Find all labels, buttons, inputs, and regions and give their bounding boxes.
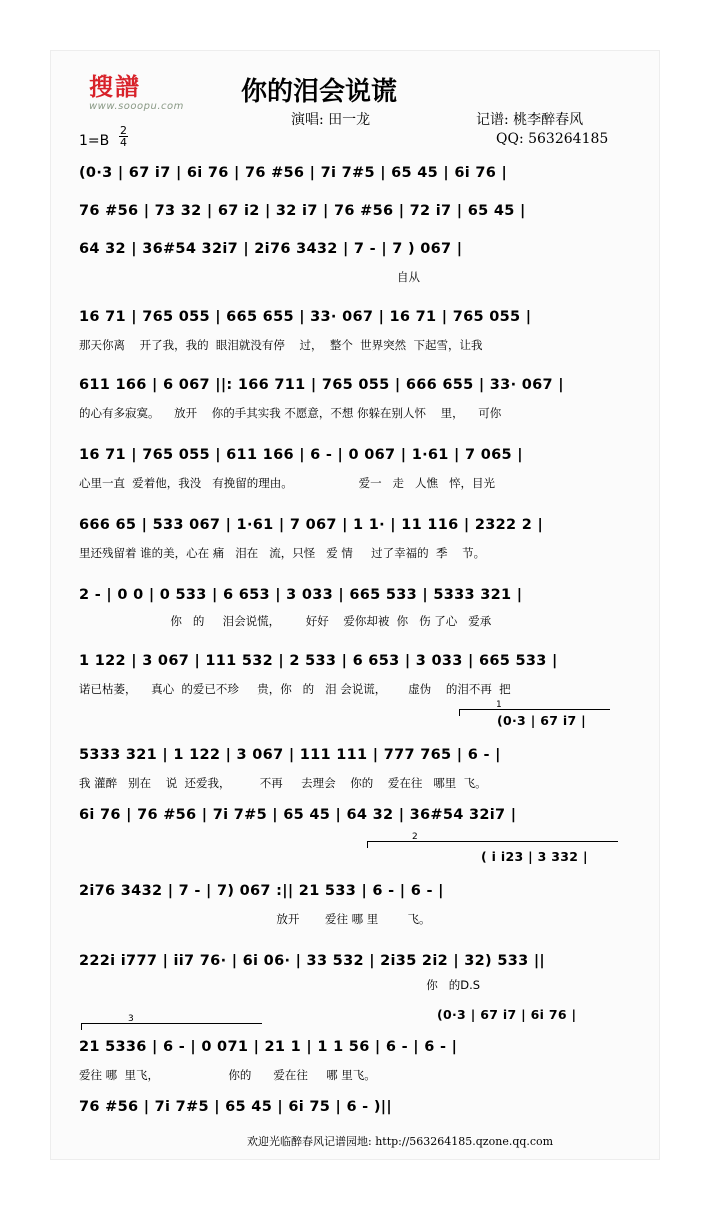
first-ending-number: 1 xyxy=(496,700,502,710)
notation-line-7: 666 65 | 533 067 | 1·61 | 7 067 | 1 1· | 11 116 | 2322 2 | xyxy=(79,517,544,533)
notation-line-13: ( i i23 | 3 332 | xyxy=(481,849,588,864)
footer-note: 欢迎光临醉春风记谱园地: http://563264185.qzone.qq.com xyxy=(247,1135,554,1148)
notation-line-2: 76 #56 | 73 32 | 67 i2 | 32 i7 | 76 #56 | 72 i7 | 65 45 | xyxy=(79,203,526,219)
triplet-number: 3 xyxy=(128,1014,134,1024)
lyric-line-5: 的心有多寂寞。 放开 你的手其实我 不愿意，不想 你躲在别人怀 里， 可你 xyxy=(79,406,502,420)
logo-name: 搜譜 xyxy=(89,72,141,101)
song-title: 你的泪会说谎 xyxy=(241,77,398,107)
notation-line-16: (0·3 | 67 i7 | 6i 76 | xyxy=(437,1007,577,1022)
notation-line-15: 222i i777 | ii7 76· | 6i 06· | 33 532 | 2i35 2i2 | 32) 533 || xyxy=(79,953,546,969)
notation-line-17: 21 5336 | 6 - | 0 071 | 21 1 | 1 1 56 | 6 - | 6 - | xyxy=(79,1039,458,1055)
notation-line-11: 5333 321 | 1 122 | 3 067 | 111 111 | 777 765 | 6 - | xyxy=(79,747,501,763)
lyric-line-14: 放开 爱往 哪 里 飞。 xyxy=(79,912,431,926)
lyric-line-17: 爱往 哪 里飞， 你的 爱在往 哪 里飞。 xyxy=(79,1068,376,1082)
notation-line-10: (0·3 | 67 i7 | xyxy=(497,713,586,728)
key-signature: 1=B xyxy=(79,133,110,149)
notation-line-12: 6i 76 | 76 #56 | 7i 7#5 | 65 45 | 64 32 | 36#54 32i7 | xyxy=(79,807,517,823)
triplet-bracket xyxy=(81,1014,262,1030)
time-signature xyxy=(119,125,128,148)
site-logo xyxy=(89,69,209,119)
lyric-line-6: 心里一直 爱着他，我没 有挽留的理由。 爱一 走 人憔 悴，目光 xyxy=(79,476,495,490)
qq-number: QQ: 563264185 xyxy=(496,131,609,147)
lyric-line-4: 那天你离 开了我，我的 眼泪就没有停 过， 整个 世界突然 下起雪，让我 xyxy=(79,338,483,352)
notation-line-3: 64 32 | 36#54 32i7 | 2i76 3432 | 7 - | 7 ) 067 | xyxy=(79,241,463,257)
lyric-line-7: 里还残留着 谁的美，心在 痛 泪在 流，只怪 爱 情 过了幸福的 季 节。 xyxy=(79,546,486,560)
lyric-line-3: 自从 xyxy=(79,270,421,284)
lyric-line-8: 你 的 泪会说慌， 好好 爱你却被 你 伤 了心 爱承 xyxy=(79,614,492,628)
lyric-line-9: 诺已枯萎， 真心 的爱已不珍 贵，你 的 泪 会说谎， 虚伪 的泪不再 把 xyxy=(79,682,511,696)
notation-line-1: (0·3 | 67 i7 | 6i 76 | 76 #56 | 7i 7#5 | 65 45 | 6i 76 | xyxy=(79,165,508,181)
logo-url: www.sooopu.com xyxy=(89,101,184,112)
recorder: 记谱: 桃李醉春风 xyxy=(476,112,584,128)
score-sheet xyxy=(50,50,660,1160)
lyric-line-15: 你 的D.S xyxy=(79,978,481,992)
notation-line-14: 2i76 3432 | 7 - | 7) 067 :|| 21 533 | 6 - | 6 - | xyxy=(79,883,444,899)
lyric-line-11: 我 灌醉 别在 说 还爱我， 不再 去理会 你的 爱在往 哪里 飞。 xyxy=(79,776,487,790)
second-ending-bracket xyxy=(367,832,618,848)
meter-bottom: 4 xyxy=(120,136,127,149)
singer: 演唱: 田一龙 xyxy=(291,112,371,128)
notation-line-9: 1 122 | 3 067 | 111 532 | 2 533 | 6 653 | 3 033 | 665 533 | xyxy=(79,653,558,669)
second-ending-number: 2 xyxy=(412,832,418,842)
notation-line-4: 16 71 | 765 055 | 665 655 | 33· 067 | 16 71 | 765 055 | xyxy=(79,309,532,325)
notation-line-18: 76 #56 | 7i 7#5 | 65 45 | 6i 75 | 6 - )|| xyxy=(79,1099,392,1115)
notation-line-5: 611 166 | 6 067 ||: 166 711 | 765 055 | 666 655 | 33· 067 | xyxy=(79,377,564,393)
notation-line-8: 2 - | 0 0 | 0 533 | 6 653 | 3 033 | 665 533 | 5333 321 | xyxy=(79,587,523,603)
meter-top: 2 xyxy=(120,124,127,137)
notation-line-6: 16 71 | 765 055 | 611 166 | 6 - | 0 067 | 1·61 | 7 065 | xyxy=(79,447,523,463)
